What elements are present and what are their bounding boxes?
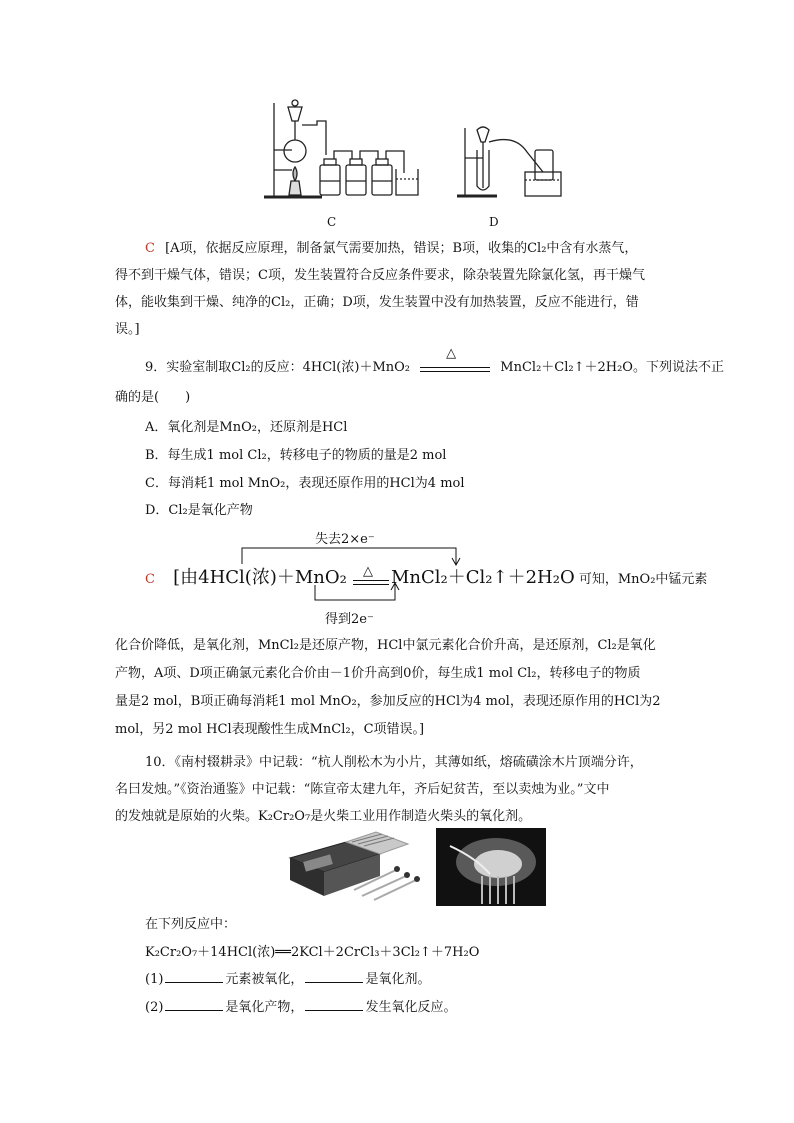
q9-answer-equation-products: MnCl₂＋Cl₂↑＋2H₂O: [391, 567, 575, 588]
q8-answer-line-3: 体，能收集到干燥、纯净的Cl₂，正确；D项，发生装置中没有加热装置，反应不能进行，错: [115, 295, 639, 310]
q9-answer-line-4: 量是2 mol，B项正确每消耗1 mol MnO₂，参加反应的HCl为4 mol，表现还原作用的HCl为2: [115, 694, 661, 709]
electron-lose-label: 失去2×e⁻: [315, 532, 375, 547]
q10-sub1-text-2: 是氧化剂。: [365, 972, 431, 987]
q9-stem-line-2: 确的是( ): [115, 390, 191, 405]
q9-option-d: D．Cl₂是氧化产物: [145, 503, 253, 518]
apparatus-c-figure: [262, 95, 422, 203]
q9-answer-line-3: 产物，A项、D项正确氯元素化合价由－1价升高到0价，每生成1 mol Cl₂，转移电子的物质: [115, 666, 641, 681]
q9-stem-reactants: 9．实验室制取Cl₂的反应：4HCl(浓)＋MnO₂: [145, 360, 410, 375]
q10-stem-line-2: 名曰发烛。”《资治通鉴》中记载：“陈宣帝太建九年，齐后妃贫苦，至以卖烛为业。”文中: [115, 782, 610, 797]
q10-stem-line-1: 10．《南村辍耕录》中记载：“杭人削松木为小片，其薄如纸，熔硫磺涂木片顶端分许，: [145, 755, 643, 770]
q9-option-c: C．每消耗1 mol MnO₂，表现还原作用的HCl为4 mol: [145, 476, 465, 491]
matchbox-photo: [284, 828, 426, 906]
figure-caption-c: C: [327, 215, 337, 229]
q10-sub2-text-1: 是氧化产物，: [225, 1000, 304, 1015]
q9-answer-line-1: [145, 566, 707, 592]
q10-equation: K₂Cr₂O₇＋14HCl(浓)══2KCl＋2CrCl₃＋3Cl₂↑＋7H₂O: [145, 945, 480, 960]
q10-stem-line-3: 的发烛就是原始的火柴。K₂Cr₂O₇是火柴工业用作制造火柴头的氧化剂。: [115, 809, 532, 824]
equals-sign: [420, 367, 490, 372]
q9-answer-heat-arrow: [351, 564, 391, 592]
q10-sub2-text-2: 发生氧化反应。: [365, 1000, 457, 1015]
apparatus-d-figure: [455, 120, 565, 202]
answer-blank[interactable]: [165, 970, 223, 983]
answer-blank[interactable]: [305, 998, 363, 1011]
q9-heat-arrow: [418, 346, 492, 378]
q9-answer-letter: C: [145, 572, 155, 587]
q8-answer-letter: C: [145, 241, 155, 256]
answer-blank[interactable]: [305, 970, 363, 983]
burning-matches-photo: [436, 828, 546, 906]
q8-answer-text-1: [A项，依据反应原理，制备氯气需要加热，错误；B项，收集的Cl₂中含有水蒸气，: [165, 241, 638, 256]
q10-sub1-text-1: 元素被氧化，: [225, 972, 304, 987]
q8-answer-line-2: 得不到干燥气体，错误；C项，发生装置符合反应条件要求，除杂装置先除氯化氢，再干燥气: [115, 268, 645, 283]
q8-answer-line-1: [145, 239, 637, 259]
q9-answer-equation-reactants: 4HCl(浓)＋MnO₂: [198, 567, 347, 588]
q9-stem-products: MnCl₂＋Cl₂↑＋2H₂O。下列说法不正: [500, 360, 724, 375]
equals-sign: [353, 580, 389, 585]
q9-answer-line-5: mol，另2 mol HCl表现酸性生成MnCl₂，C项错误。]: [115, 722, 425, 737]
electron-gain-label: 得到2e⁻: [325, 612, 374, 627]
answer-blank[interactable]: [165, 998, 223, 1011]
q8-answer-line-4: 误。]: [115, 322, 140, 337]
q10-subquestion-1: [145, 970, 430, 990]
q10-sub2-number: (2): [145, 1000, 164, 1015]
q10-intro: 在下列反应中：: [145, 917, 237, 932]
q10-subquestion-2: [145, 998, 456, 1018]
q10-sub1-number: (1): [145, 972, 164, 987]
q9-option-a: A．氧化剂是MnO₂，还原剂是HCl: [145, 420, 348, 435]
q9-stem-line-1: [145, 346, 724, 378]
q9-heat-symbol: △: [446, 346, 457, 361]
q9-answer-line-2: 化合价降低，是氧化剂，MnCl₂是还原产物，HCl中氯元素化合价升高，是还原剂，Cl₂是氧化: [115, 638, 656, 653]
q9-answer-suffix: 可知，MnO₂中锰元素: [578, 572, 708, 587]
q9-answer-heat-symbol: △: [363, 564, 373, 579]
q9-answer-prefix: [由: [173, 567, 199, 588]
figure-caption-d: D: [489, 215, 499, 229]
q9-option-b: B．每生成1 mol Cl₂，转移电子的物质的量是2 mol: [145, 448, 447, 463]
